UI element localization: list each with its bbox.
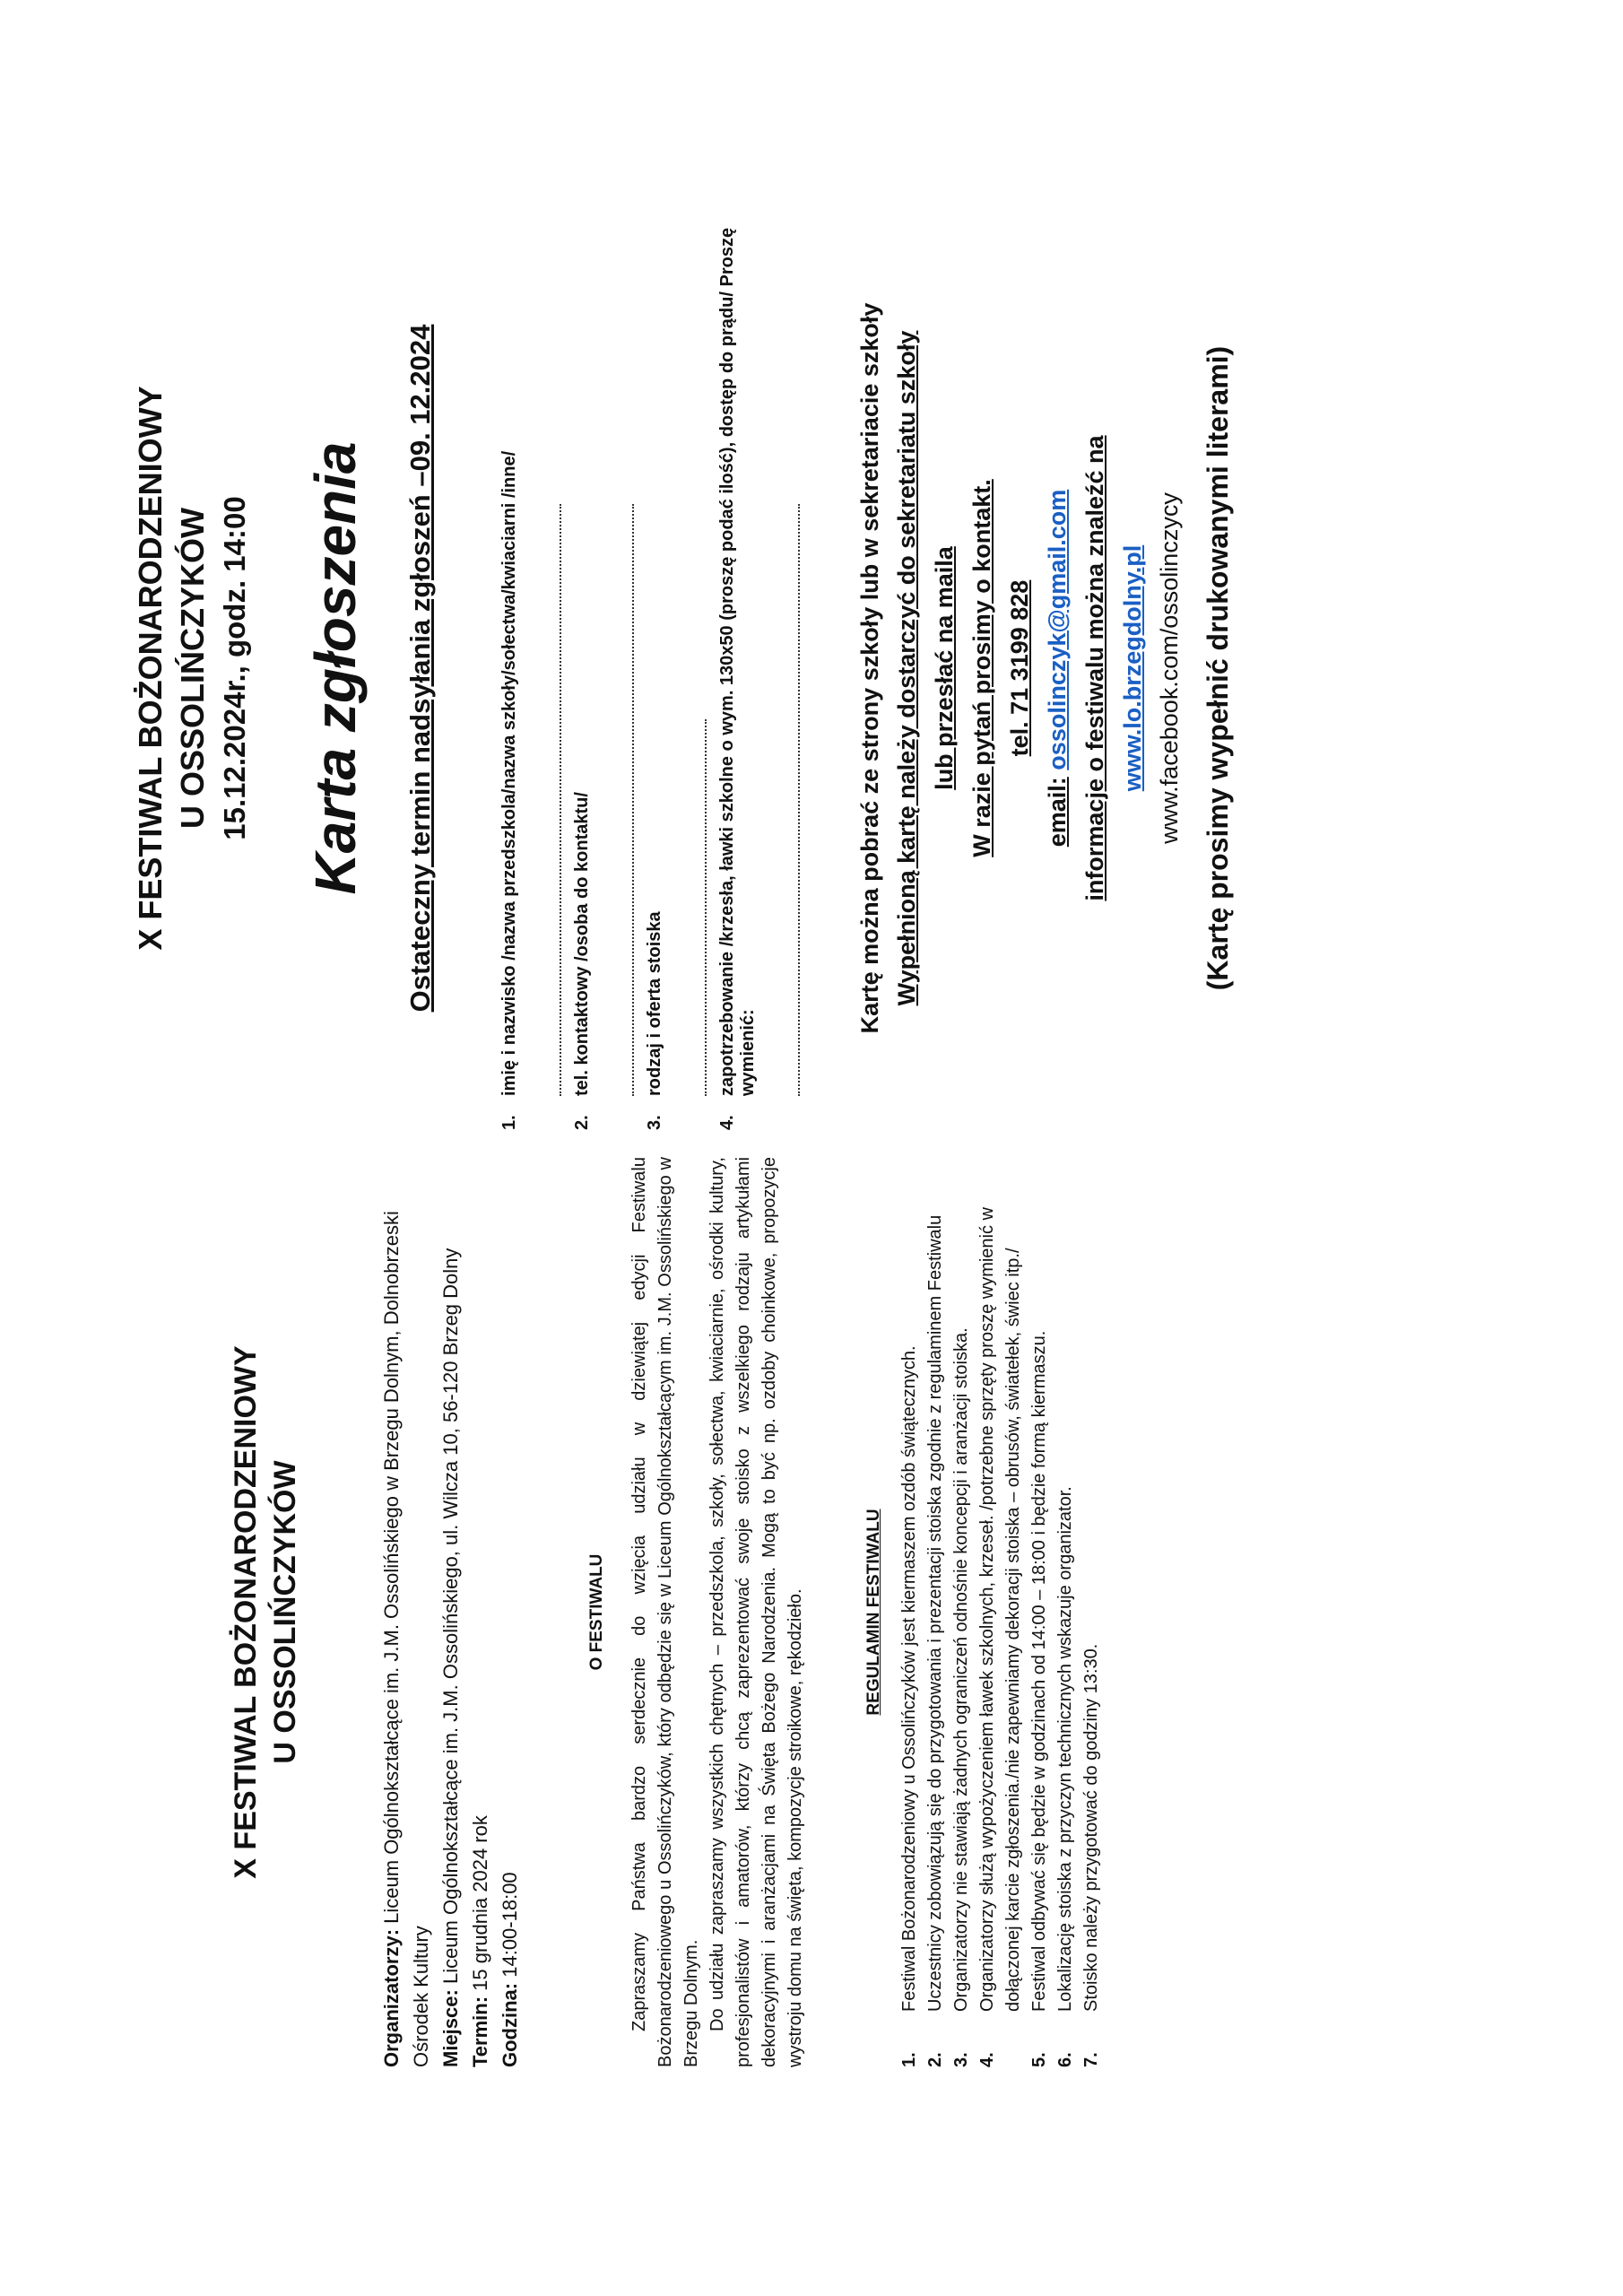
event-date: 15.12.2024r., godz. 14:00 bbox=[217, 496, 251, 840]
term: Termin: 15 grudnia 2024 rok bbox=[469, 1815, 492, 2067]
form-festival-title bbox=[130, 206, 214, 1130]
final-note: (Kartę prosimy wypełnić drukowanymi literami) bbox=[1202, 345, 1235, 991]
rules-heading: REGULAMIN FESTIWALU bbox=[864, 1509, 884, 1716]
rule-item: 3. Organizatorzy nie stawiają żadnych ograniczeń odnośnie koncepcji i aranżacji stoiska. bbox=[951, 1327, 972, 2067]
rules-list bbox=[897, 1157, 1105, 2067]
about-heading: O FESTIWALU bbox=[587, 1553, 607, 1671]
festival-info-column bbox=[0, 1157, 1623, 2067]
field-stand: 3. rodzaj i oferta stoiska bbox=[644, 911, 664, 1130]
rule-item: 5. Festiwal odbywać się będzie w godzinach od 14:00 – 18:00 i będzie formą kiermaszu. bbox=[1029, 1330, 1050, 2067]
field-phone: 2. tel. kontaktowy /osoba do kontaktu/ bbox=[571, 792, 592, 1130]
facebook-link[interactable]: www.facebook.com/ossolinczycy bbox=[1156, 492, 1184, 844]
field-stand-line[interactable] bbox=[674, 719, 707, 1096]
contact-info bbox=[852, 206, 1241, 1130]
about-paragraph-1: Zapraszamy Państwa bardzo serdecznie do wzięcia udziału w dziewiątej edycji Festiwalu Bożonarodzeniowego u Ossolińczyków, który odbędzie się w Liceum Ogólnokształcącym im. J.M. Ossolińskiego w Brzegu Dolnym. bbox=[629, 1157, 702, 2067]
form-fields bbox=[499, 206, 800, 1130]
hour: Godzina: 14:00-18:00 bbox=[499, 1872, 522, 2067]
contact-line4: W razie pytań prosimy o kontakt. bbox=[968, 479, 996, 857]
field-needs-line[interactable] bbox=[768, 504, 800, 1096]
rule-item: 6. Lokalizację stoiska z przyczyn technicznych wskazuje organizator. bbox=[1055, 1486, 1076, 2067]
festival-title-line2: U OSSOLIŃCZYKÓW bbox=[268, 1460, 303, 1764]
field-needs: 4. zapotrzebowanie /krzesła, ławki szkolne o wym. 130x50 (proszę podać ilość), dostęp do prądu/ Proszę wymienić: bbox=[716, 227, 758, 1130]
form-title-line2: U OSSOLIŃCZYKÓW bbox=[173, 508, 211, 829]
organizers: Organizatorzy: Liceum Ogólnokształcące im. J.M. Ossolińskiego w Brzegu Dolnym, Dolnobrzeski Ośrodek Kultury bbox=[380, 1211, 433, 2067]
email-row: email: ossolinczyk@gmail.com bbox=[1043, 489, 1071, 848]
event-details bbox=[377, 1157, 525, 2067]
festival-title-line1: X FESTIWAL BOŻONARODZENIOWY bbox=[229, 1345, 263, 1879]
info-line: informacje o festiwalu można znaleźć na bbox=[1081, 435, 1108, 901]
rule-item: 4. Organizatorzy służą wypożyczeniem ławek szkolnych, krzeseł. /potrzebne sprzęty proszę wymienić w dołączonej karcie zgłoszenia./nie zapewniamy dekoracji stoiska – obrusów, światełek, świec itp./ bbox=[977, 1206, 1024, 2067]
form-title: Karta zgłoszenia bbox=[302, 441, 368, 895]
deadline: Ostateczny termin nadsyłania zgłoszeń –09. 12.2024 bbox=[404, 324, 436, 1013]
phone: tel. 71 3199 828 bbox=[1005, 579, 1033, 757]
rule-item: 7. Stoisko należy przygotować do godziny 13:30. bbox=[1081, 1643, 1102, 2067]
rule-item: 2. Uczestnicy zobowiązują się do przygotowania i prezentacji stoiska zgodnie z regulaminem Festiwalu bbox=[925, 1214, 946, 2067]
email-link[interactable]: ossolinczyk@gmail.com bbox=[1043, 489, 1071, 770]
field-name-line[interactable] bbox=[529, 504, 561, 1096]
contact-line3: lub przesłać na maila bbox=[931, 546, 959, 790]
field-name: 1. imię i nazwisko /nazwa przedszkola/nazwa szkoły/sołectwa/kwiaciarni /inne/ bbox=[499, 450, 519, 1130]
website-link[interactable]: www.lo.brzegdolny.pl bbox=[1118, 544, 1146, 792]
about-paragraph-2: Do udziału zapraszamy wszystkich chętnych – przedszkola, szkoły, sołectwa, kwiaciarnie, ośrodki kultury, profesjonalistów i amatorów, którzy chcą zaprezentować swoje stoisko z wszelkiego rodzaju artykułami dekoracyjnymi i aranżacjami na Święta Bożego Narodzenia. Mogą to być np. ozdoby choinkowe, propozycje wystroju domu na święta, kompozycje stroikowe, rękodzieło. bbox=[707, 1157, 806, 2067]
place: Miejsce: Liceum Ogólnokształcące im. J.M. Ossolińskiego, ul. Wilcza 10, 56-120 Brzeg Dolny bbox=[439, 1248, 463, 2067]
contact-line2: Wypełnioną kartę należy dostarczyć do sekretariatu szkoły bbox=[893, 330, 921, 1006]
application-form-column bbox=[0, 206, 1623, 1130]
contact-line1: Kartę można pobrać ze strony szkoły lub w sekretariacie szkoły bbox=[855, 302, 883, 1034]
rule-item: 1. Festiwal Bożonarodzeniowy u Ossolińczyków jest kiermaszem ozdób świątecznych. bbox=[899, 1345, 920, 2067]
form-title-line1: X FESTIWAL BOŻONARODZENIOWY bbox=[132, 386, 169, 951]
festival-title bbox=[226, 1157, 305, 2067]
field-phone-line[interactable] bbox=[602, 504, 634, 1096]
